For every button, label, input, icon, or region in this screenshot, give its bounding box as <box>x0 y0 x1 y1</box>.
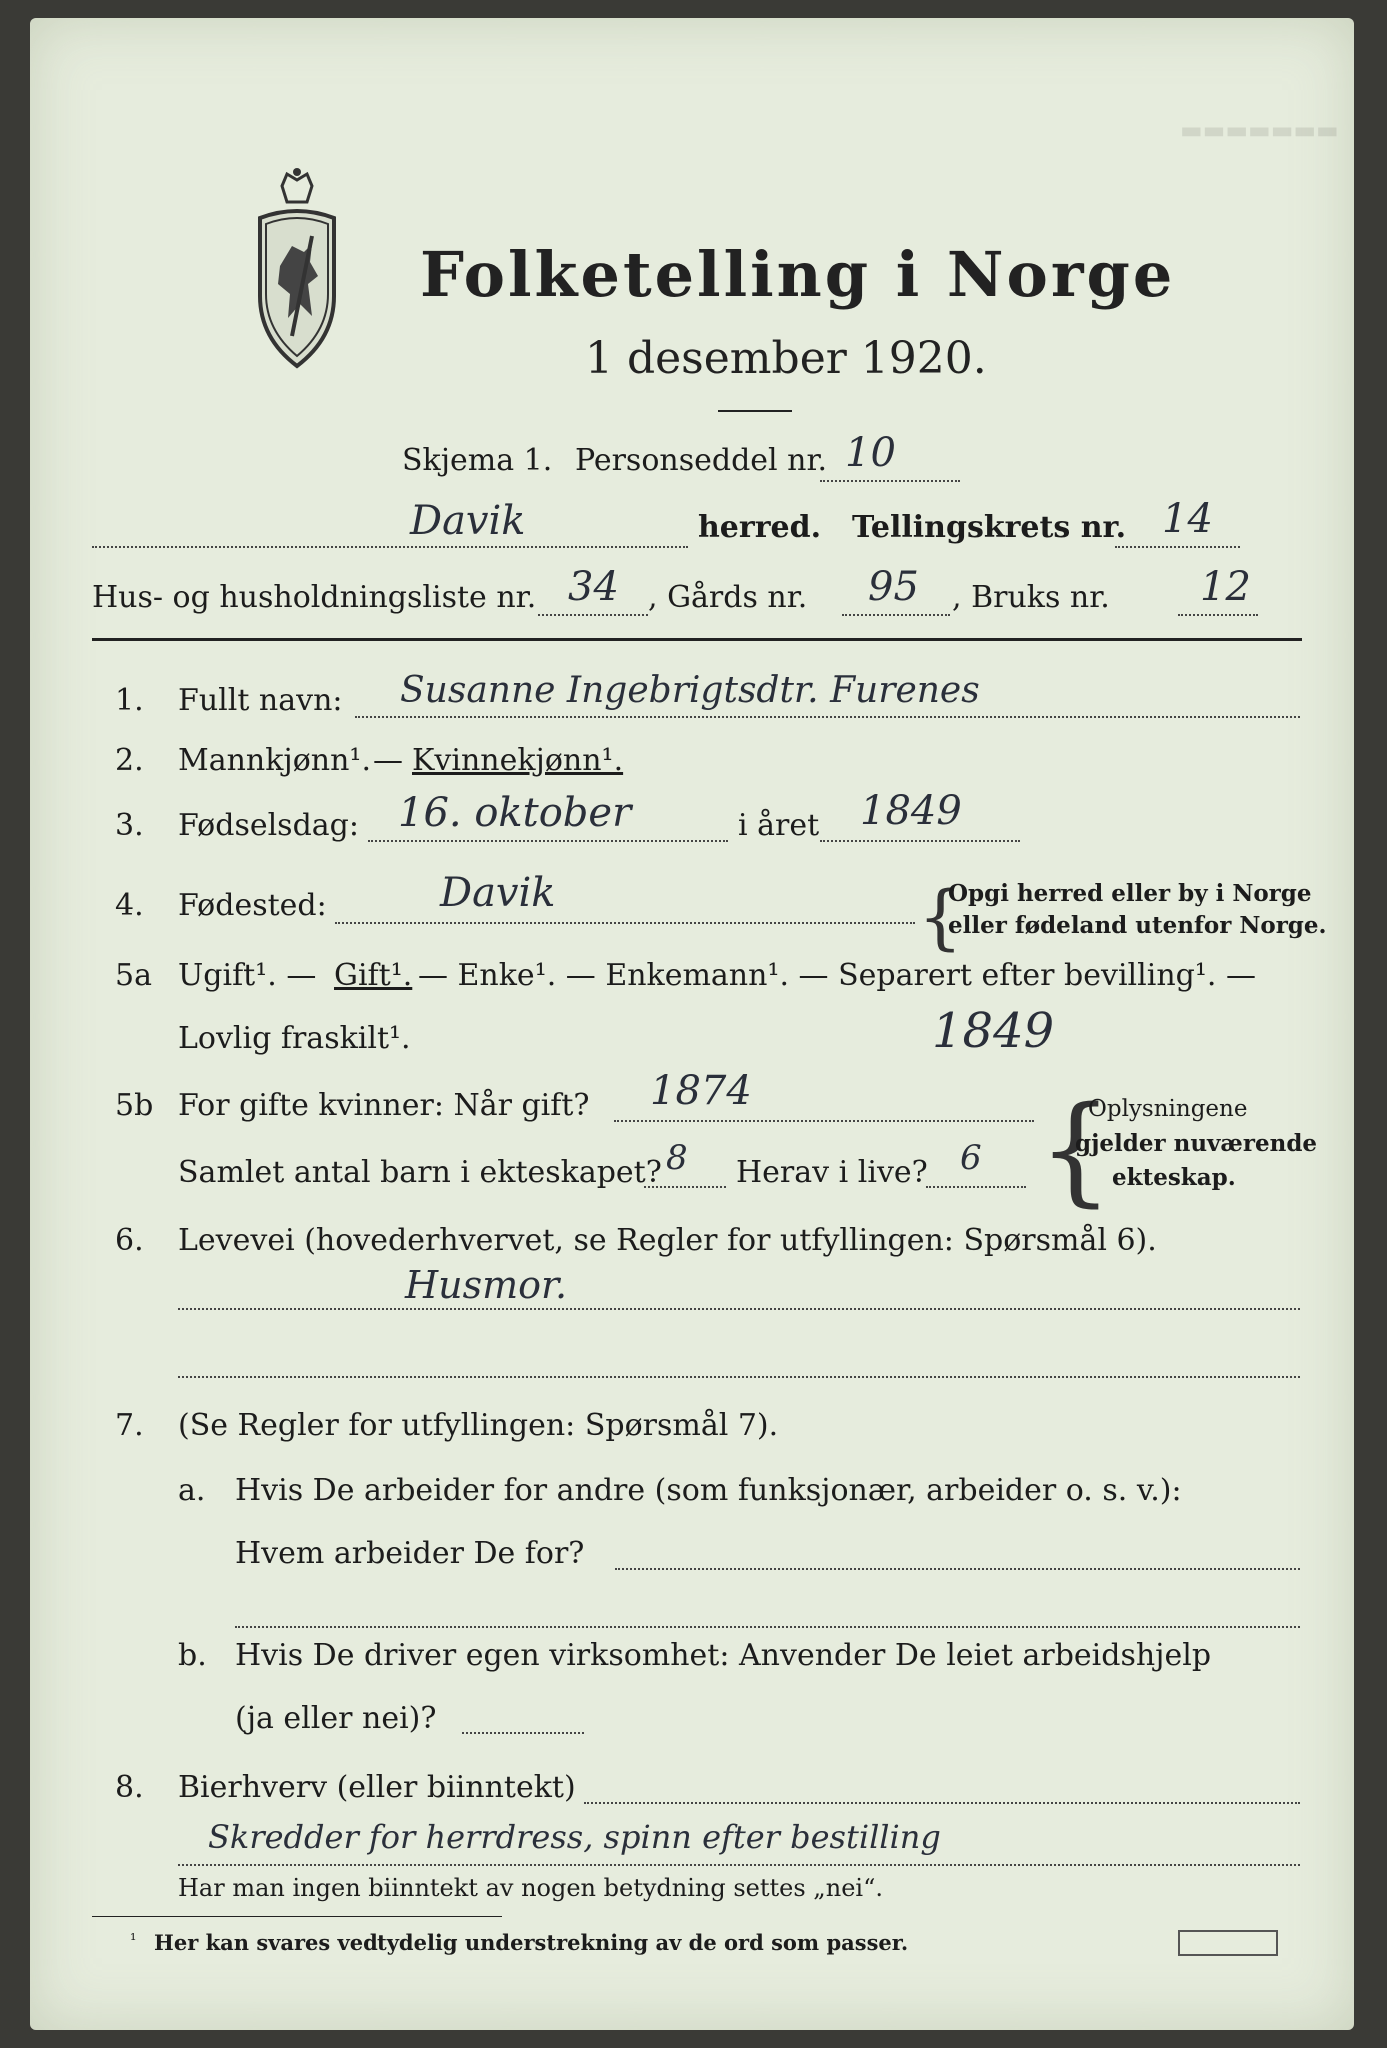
q2-number: 2. <box>115 743 144 778</box>
bruks-line <box>1178 614 1258 616</box>
q5b-note-line3: ekteskap. <box>1112 1164 1236 1191</box>
q6-number: 6. <box>115 1223 144 1258</box>
q5a-divorced-option: Lovlig fraskilt¹. <box>178 1021 411 1056</box>
q7b-line2: (ja eller nei)? <box>235 1701 437 1736</box>
q5b-label: For gifte kvinner: Når gift? <box>178 1088 590 1123</box>
q7-label: (Se Regler for utfyllingen: Spørsmål 7). <box>178 1408 779 1443</box>
q5b-children-line <box>644 1186 726 1188</box>
form-title: Folketelling i Norge <box>420 238 1176 311</box>
q6-label: Levevei (hovederhvervet, se Regler for utfyllingen: Spørsmål 6). <box>178 1223 1157 1258</box>
q3-year-line <box>820 840 1020 842</box>
bruks-label: , Bruks nr. <box>952 580 1110 615</box>
q6-occupation: Husmor. <box>405 1263 568 1307</box>
q8-line2 <box>178 1864 1300 1866</box>
q7b-answer-line <box>462 1732 584 1734</box>
footnote-divider <box>92 1916 502 1917</box>
q7b-letter: b. <box>178 1638 207 1673</box>
q4-number: 4. <box>115 888 144 923</box>
header-separator <box>92 638 1302 641</box>
q5b-number: 5b <box>115 1088 154 1123</box>
herred-value: Davik <box>410 498 526 544</box>
q5a-married-option-underlined: Gift¹. <box>334 958 413 993</box>
q5b-children-label: Samlet antal barn i ekteskapet? <box>178 1155 662 1190</box>
census-form-page <box>30 18 1354 2030</box>
bleed-through: ▬▬▬▬▬▬▬ <box>1180 116 1339 144</box>
footnote-emphasis: tydelig understrekning av de ord som passer. <box>377 1930 909 1955</box>
q8-secondary-income: Skredder for herrdress, spinn efter bestilling <box>208 1818 941 1856</box>
gards-line <box>842 614 950 616</box>
q4-note-line1: Opgi herred eller by i Norge <box>948 880 1312 907</box>
hus-label: Hus- og husholdningsliste nr. <box>92 580 537 615</box>
q8-number: 8. <box>115 1770 144 1805</box>
q8-note: Har man ingen biinntekt av nogen betydning settes „nei“. <box>178 1874 883 1902</box>
q1-full-name: Susanne Ingebrigtsdtr. Furenes <box>400 670 980 711</box>
q7-number: 7. <box>115 1408 144 1443</box>
tellingskrets-value: 14 <box>1162 496 1213 542</box>
q7a-letter: a. <box>178 1473 206 1508</box>
q1-line <box>355 716 1300 718</box>
q6-line1 <box>178 1308 1300 1310</box>
hus-line <box>538 614 648 616</box>
personseddel-label: Personseddel nr. <box>575 443 828 478</box>
q1-label: Fullt navn: <box>178 683 343 718</box>
q5b-note-line2: gjelder nuværende <box>1075 1130 1318 1157</box>
personseddel-line <box>820 480 960 482</box>
q8-label: Bierhverv (eller biinntekt) <box>178 1770 576 1805</box>
q3-birthdate: 16. oktober <box>398 790 632 836</box>
printer-stamp-icon <box>1178 1930 1278 1956</box>
q5a-number: 5a <box>115 958 152 993</box>
q5b-alive-label: Herav i live? <box>736 1155 928 1190</box>
q5b-alive-value: 6 <box>960 1138 982 1178</box>
q4-brace: { <box>918 876 963 958</box>
q5b-note-line1: Oplysningene <box>1088 1096 1248 1122</box>
q8-line1 <box>584 1802 1300 1804</box>
hus-value: 34 <box>568 564 619 610</box>
q2-male-option: Mannkjønn¹. <box>178 743 371 778</box>
q3-label: Fødselsdag: <box>178 808 359 843</box>
herred-line <box>92 546 688 548</box>
footnote-mark: ¹ <box>130 1930 137 1949</box>
q3-birth-year: 1849 <box>860 788 962 834</box>
q5a-unmarried-option: Ugift¹. — <box>178 958 317 993</box>
census-date: 1 desember 1920. <box>585 333 987 384</box>
q5a-other-options: — Enke¹. — Enkemann¹. — Separert efter bevilling¹. — <box>418 958 1256 993</box>
q2-female-option-underlined: Kvinnekjønn¹. <box>412 743 624 778</box>
q1-number: 1. <box>115 683 144 718</box>
q7b-line1: Hvis De driver egen virksomhet: Anvender De leiet arbeidshjelp <box>235 1638 1212 1673</box>
schema-label: Skjema 1. <box>402 443 553 478</box>
norway-coat-of-arms-icon <box>252 166 342 376</box>
q5b-alive-line <box>926 1186 1026 1188</box>
herred-label: herred. <box>698 510 822 545</box>
q5b-line <box>614 1120 1034 1122</box>
q3-year-label: i året <box>738 808 820 843</box>
gards-value: 95 <box>868 564 919 610</box>
q6-line2 <box>178 1376 1300 1378</box>
tellingskrets-label: Tellingskrets nr. <box>852 510 1127 545</box>
gards-label: , Gårds nr. <box>648 580 808 615</box>
q7a-line2: Hvem arbeider De for? <box>235 1536 585 1571</box>
q7a-line1: Hvis De arbeider for andre (som funksjonær, arbeider o. s. v.): <box>235 1473 1182 1508</box>
q7a-answer-line <box>615 1568 1300 1570</box>
tellingskrets-line <box>1115 546 1240 548</box>
q5b-children-value: 8 <box>666 1138 688 1178</box>
q2-dash: — <box>373 743 403 778</box>
q5b-brace: { <box>1038 1080 1114 1218</box>
bruks-value: 12 <box>1200 564 1251 610</box>
q4-birthplace: Davik <box>440 870 556 916</box>
footnote-text: Her kan svares ved <box>154 1930 378 1955</box>
q3-line <box>368 840 728 842</box>
personseddel-value: 10 <box>845 430 896 476</box>
q5b-marriage-year: 1874 <box>650 1068 752 1114</box>
q5a-handwritten-note: 1849 <box>932 1003 1055 1059</box>
q4-note-line2: eller fødeland utenfor Norge. <box>948 912 1327 939</box>
q3-number: 3. <box>115 808 144 843</box>
q4-label: Fødested: <box>178 888 327 923</box>
q4-line <box>335 922 915 924</box>
title-divider <box>718 410 792 412</box>
q7a-answer-line2 <box>235 1626 1300 1628</box>
